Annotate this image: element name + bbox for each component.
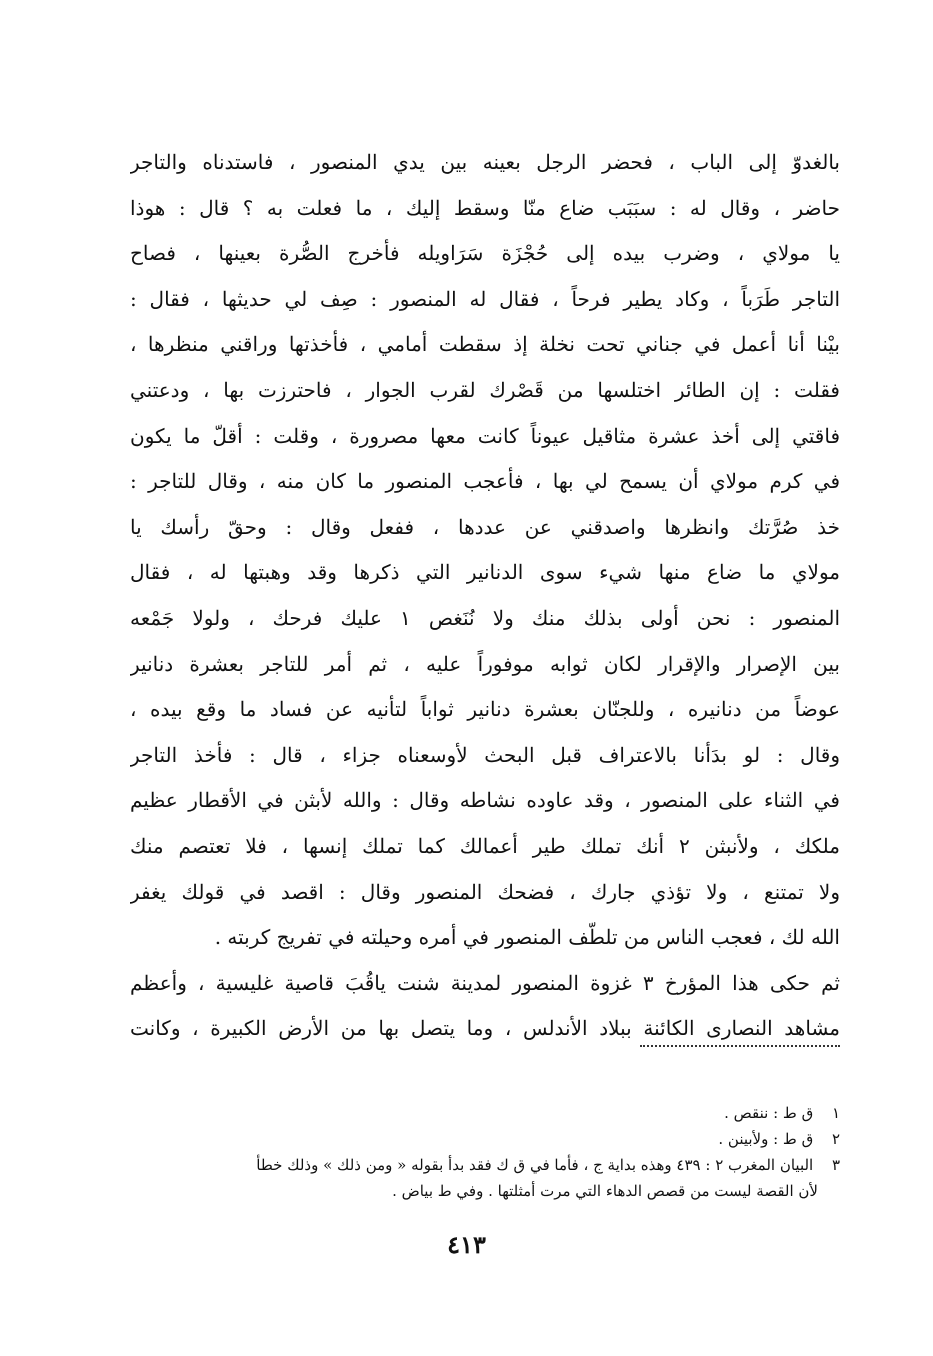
footnote-text: ق ط : ولأبينن .: [718, 1130, 814, 1148]
footnotes: [130, 1100, 840, 1204]
footnote-3: [130, 1152, 840, 1178]
footnote-number: ٢: [831, 1130, 840, 1148]
body-line: مشاهد النصارى الكائنة ببلاد الأندلس ، وما يتصل بها من الأرض الكبيرة ، وكانت: [130, 1016, 840, 1041]
body-line: فاقتي إلى أخذ عشرة مثاقيل عيوناً كانت معها مصرورة ، وقلت : أقلّ ما يكون: [130, 423, 840, 448]
body-line: عوضاً من دنانيره ، وللجنّان بعشرة دنانير ثواباً لتأنيه عن فساد ما وقع بيده ،: [130, 697, 840, 722]
body-line: في الثناء على المنصور ، وقد عاوده نشاطه وقال : والله لأبثن في الأقطار عظيم: [130, 788, 840, 813]
footnote-number: ١: [831, 1104, 840, 1122]
body-line: ملكك ، ولأنبثن ٢ أنك تملك طير أعمالك كما تملك إنسها ، فلا تعتصم منك: [130, 833, 840, 858]
footnote-text: البيان المغرب ٢ : ٤٣٩ وهذه بداية ج ، فأما في ق ك فقد بدأ بقوله « ومن ذلك » وذلك خطأ: [256, 1156, 814, 1174]
body-line: مولاي ما ضاع منها شيء سوى الدنانير التي ذكرها وقد وهبتها له ، فقال: [130, 560, 840, 585]
body-line: وقال : لو بدَأنا بالاعتراف قبل البحث لأوسعناه جزاء ، قال : فأخذ التاجر: [130, 742, 840, 767]
footnote-3-continuation: لأن القصة ليست من قصص الدهاء التي مرت أمثلتها . وفي ط بياض .: [392, 1182, 818, 1200]
body-line: حاضر ، وقال له : سبَبَب ضاع منّا وسقط إليك ، ما فعلت به ؟ قال : هوذا: [130, 195, 840, 220]
page-number: ٤١٣: [447, 1230, 486, 1259]
body-line: فقلت : إن الطائر اختلسها من قَصْرك لقرب الجوار ، فاحترزت بها ، ودعتني: [130, 377, 840, 402]
body-line: يا مولاي ، وضرب بيده إلى حُجْزَة سَرَاويله فأخرج الصُّرة بعينها ، فصاح: [130, 241, 840, 266]
body-line: خذ صُرَّتك وانظرها واصدقني عن عددها ، ففعل وقال : وحقّ رأسك يا: [130, 514, 840, 539]
footnote-1: [130, 1100, 840, 1126]
body-text: [130, 140, 840, 1052]
body-line: بيْنا أنا أعمل في جناني تحت نخلة إذ سقطت أمامي ، فأخذتها وراقني منظرها ،: [130, 332, 840, 357]
body-line: التاجر طَرَباً ، وكاد يطير فرحاً ، فقال له المنصور : صِف لي حديثها ، فقال :: [130, 286, 840, 311]
body-line: بالغدوّ إلى الباب ، فحضر الرجل بعينه بين يدي المنصور ، فاستدناه والتاجر: [130, 150, 840, 174]
body-line: في كرم مولاي أن يسمح لي بها ، فأعجب المنصور ما كان منه ، وقال للتاجر :: [130, 469, 840, 494]
body-line: ثم حكى هذا المؤرخ ٣ غزوة المنصور لمدينة شنت ياقُبَ قاصية غليسية ، وأعظم: [130, 970, 840, 995]
footnote-2: [130, 1126, 840, 1152]
body-line: المنصور : نحن أولى بذلك منك ولا نُنَغص ١ عليك فرحك ، ولولا جَمْعه: [130, 605, 840, 630]
footnote-divider: [640, 1045, 840, 1047]
body-line: الله لك ، فعجب الناس من تلطّف المنصور في أمره وحيلته في تفريج كربته .: [214, 925, 840, 950]
body-line: ولا تمتنع ، ولا تؤذي جارك ، فضحك المنصور وقال : اقصد في قولك يغفر: [130, 879, 840, 904]
body-line: بين الإصرار والإقرار لكان ثوابه موفوراً عليه ، ثم أمر للتاجر بعشرة دنانير: [130, 651, 840, 676]
footnote-number: ٣: [831, 1156, 840, 1174]
footnote-text: ق ط : ننقص .: [724, 1104, 814, 1122]
